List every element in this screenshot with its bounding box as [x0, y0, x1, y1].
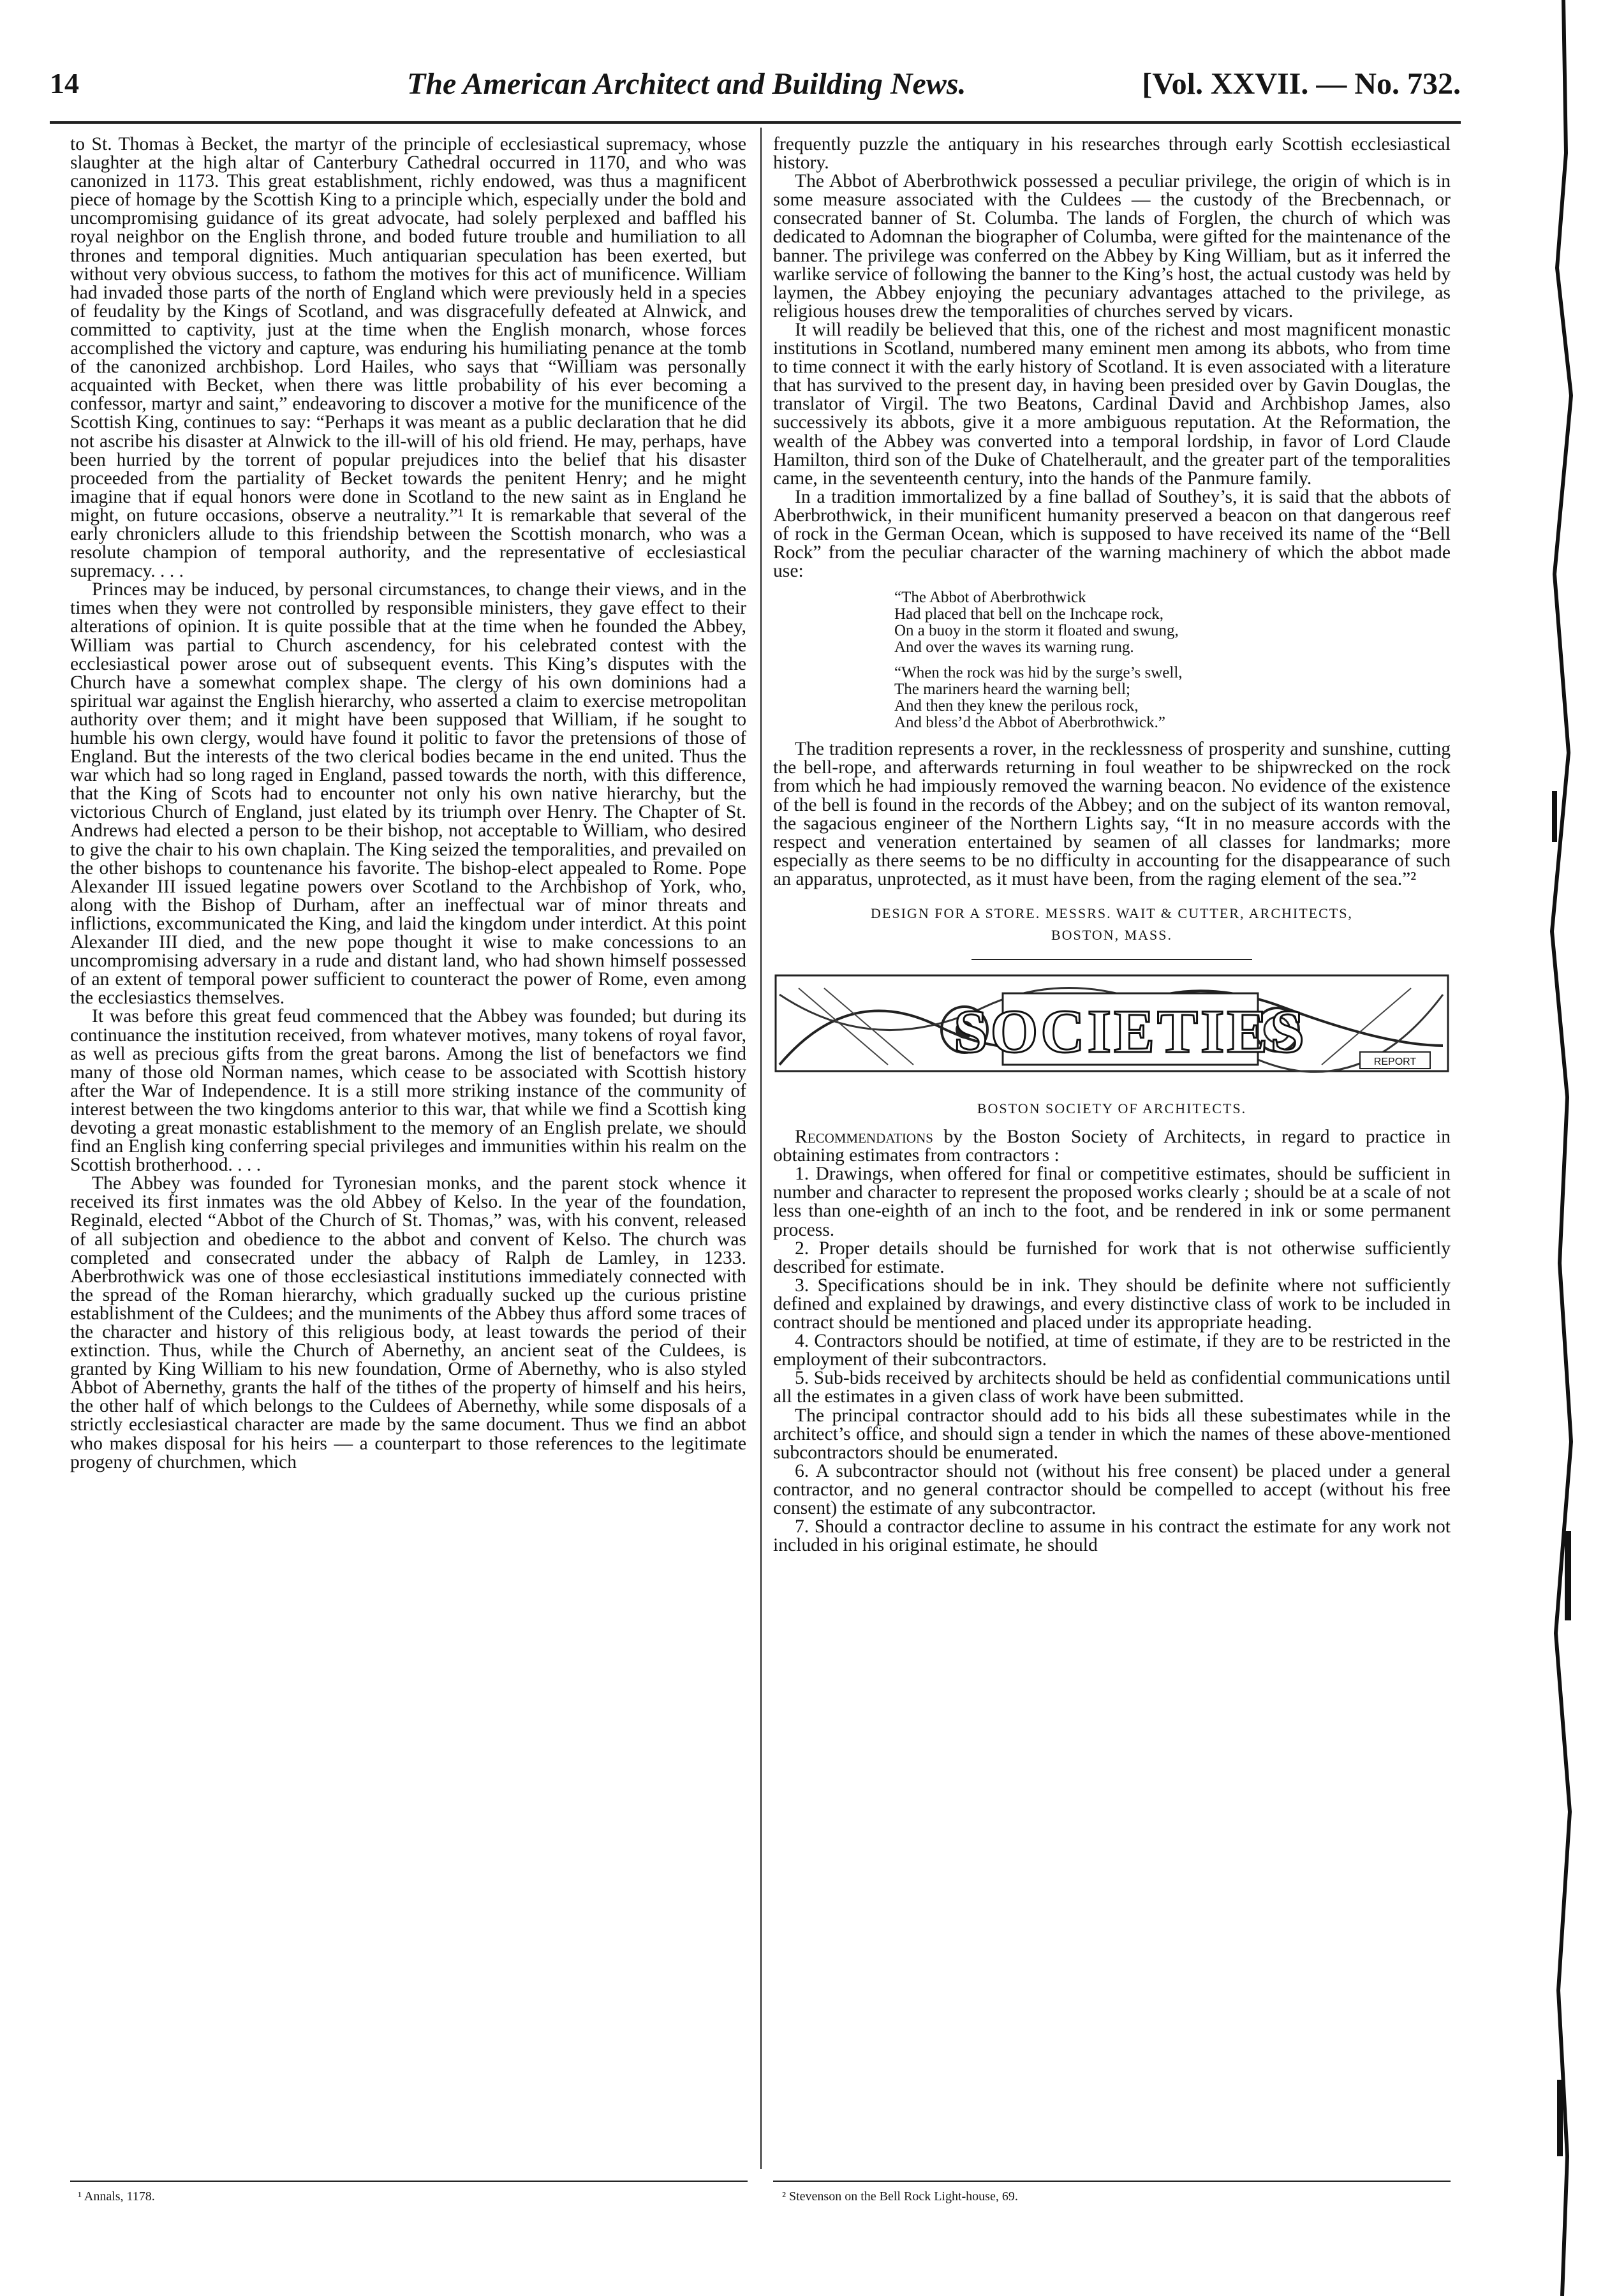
page-number: 14: [50, 67, 79, 100]
journal-title: The American Architect and Building News.: [407, 67, 966, 101]
list-item: 3. Specifications should be in ink. They should be definite where not sufficiently defined and explained by drawings, and every distinctive class of work to be included in contract should be mentioned and placed under its appropriate heading.: [773, 1275, 1451, 1333]
verse-line: On a buoy in the storm it floated and swung,: [894, 622, 1179, 640]
paragraph: The Abbey was founded for Tyronesian monks, and the parent stock whence it received its first inmates was the old Abbey of Kelso. In the year of the foundation, Reginald, elected “Abbot of the Church of St. Thomas,” was, with his convent, released of all subjection and obedience to the abbot and convent of Kelso. The church was completed and consecrated under the abbacy of Ralph de Lamley, in 1233. Aberbrothwick was one of those ecclesiastical institutions immediately connected with the spread of the Roman hierarchy, which gradually sucked up the curious pristine establishment of the Culdees; and the muniments of the Abbey thus afford some traces of the character and history of this religious body, at least towards the period of their extinction. Thus, while the Church of Abernethy, an ancient seat of the Culdees, is granted by King William to his new foundation, Orme of Abernethy, who is also styled Abbot of Abernethy, grants the half of the tithes of the property of himself and his heirs, the other half of which belongs to the Culdees of Abernethy, while some disposals of a strictly ecclesiastical character are made by the same document. Thus we find an abbot who makes disposal for his heirs — a counterpart to those references to the legitimate progeny of churchmen, which: [70, 1173, 746, 1472]
recommendations-intro: [773, 1128, 1451, 1165]
footnote-right: ² Stevenson on the Bell Rock Light-house, 69.: [782, 2189, 1018, 2203]
scanned-page-edge: [1526, 0, 1603, 2296]
header-rule: [50, 121, 1461, 124]
banner-title: SOCIETIES: [954, 997, 1307, 1065]
ballad-verse: [894, 589, 1451, 731]
paragraph: frequently puzzle the antiquary in his researches through early Scottish ecclesiastical history.: [773, 134, 1451, 174]
footnote-left: ¹ Annals, 1178.: [78, 2189, 155, 2203]
column-divider: [760, 128, 762, 2169]
list-item: 2. Proper details should be furnished for work that is not otherwise sufficiently described for estimate.: [773, 1238, 1451, 1277]
list-item: 1. Drawings, when offered for final or competitive estimates, should be sufficient in number and character to represent the proposed works clearly ; should be at a scale of not less than one-eighth of an inch to the foot, and be rendered in ink or some permanent process.: [773, 1164, 1451, 1240]
right-column: [773, 135, 1451, 1555]
verse-line: And then they knew the perilous rock,: [894, 697, 1139, 715]
recommendations-lead: Recommendations: [795, 1127, 933, 1148]
paragraph: The Abbot of Aberbrothwick possessed a peculiar privilege, the origin of which is in some measure associated with the Culdees — the custody of the Brecbennach, or consecrated banner of St. Columba. The lands of Forglen, the church of which was dedicated to Adomnan the biographer of Columba, were gifted for the maintenance of the banner. The privilege was conferred on the Abbey by King William, but as it inferred the warlike service of following the banner to the King’s host, the actual custody was held by laymen, the Abbey enjoying the pecuniary advantages attached to the privilege, as religious houses drew the temporalities of churches served by vicars.: [773, 171, 1451, 322]
paragraph: The tradition represents a rover, in the recklessness of prosperity and sunshine, cutting the bell-rope, and afterwards returning in foul weather to be shipwrecked on the rock from which he had impiously removed the warning beacon. No evidence of the existence of the bell is found in the records of the Abbey; and on the subject of its wanton removal, the sagacious engineer of the Northern Lights say, “It in no measure accords with the respect and veneration entertained by seamen of all classes for landmarks; more especially as there seems to be no difficulty in accounting for the disappearance of such an apparatus, unprotected, as it must have been, from the raging element of the sea.”²: [773, 739, 1451, 889]
list-item: 5. Sub-bids received by architects should be held as confidential communications until all the estimates in a given class of work have been submitted.: [773, 1368, 1451, 1407]
verse-line: The mariners heard the warning bell;: [894, 681, 1130, 699]
verse-line: Had placed that bell on the Inchcape rock,: [894, 605, 1164, 623]
verse-line: “When the rock was hid by the surge’s swell,: [894, 664, 1183, 682]
paragraph: In a tradition immortalized by a fine ballad of Southey’s, it is said that the abbots of Aberbrothwick, in their munificent humanity preserved a beacon on that dangerous reef of rock in the German Ocean, which is supposed to have received its name of the “Bell Rock” from the peculiar character of the warning machinery of which the abbot made use:: [773, 486, 1451, 582]
list-item: 6. A subcontractor should not (without his free consent) be placed under a general contractor, and no general contractor should be compelled to accept (without his free consent) the estimate of any subcontractor.: [773, 1460, 1451, 1518]
list-item: 4. Contractors should be notified, at time of estimate, if they are to be restricted in the employment of their subcontractors.: [773, 1331, 1451, 1370]
societies-banner-art: [773, 969, 1451, 1090]
verse-line: And over the waves its warning rung.: [894, 639, 1134, 656]
left-column: [70, 135, 746, 1472]
page-header: [50, 66, 1461, 108]
paragraph: Princes may be induced, by personal circumstances, to change their views, and in the times when they were not controlled by responsible ministers, they gave effect to their alterations of opinion. It is quite possible that at the time when he founded the Abbey, William was partial to Church ascendency, for his celebrated contest with the ecclesiastical power arose out of subsequent events. This King’s disputes with the Church have a somewhat complex shape. The clergy of his own dominions had a spiritual war against the English hierarchy, who asserted a claim to exercise metropolitan authority over them; and it might have been supposed that William, if he sought to humble his own clergy, would have found it politic to favor the pretensions of those of England. But the interests of the two clerical bodies became in the end united. Thus the war which had so long raged in England, passed towards the north, with this difference, that the King of Scots had to encounter not only his own native hierarchy, but the victorious Church of England, just elated by its triumph over Henry. The Chapter of St. Andrews had elected a person to be their bishop, not acceptable to William, who desired to give the chair to his own chaplain. The King seized the temporalities, and prevailed on the other bishops to countenance his favorite. The bishop-elect appealed to Rome. Pope Alexander III issued legatine powers over Scotland to the Archbishop of York, who, along with the Bishop of Durham, after an ineffectual war of minor threats and inflictions, excommunicated the King, and laid the kingdom under interdict. At this point Alexander III died, and the new pope thought it wise to make concessions to an uncompromising adversary in a rude and distant land, who had shown himself possessed of an extent of temporal power sufficient to counteract the power of Rome, even among the ecclesiastics themselves.: [70, 579, 746, 1009]
footnote-rule-right: [773, 2181, 1451, 2182]
volume-number: [Vol. XXVII. — No. 732.: [1142, 67, 1461, 101]
caption-rule: [971, 959, 1252, 960]
societies-banner: [773, 969, 1451, 1090]
paragraph: It will readily be believed that this, one of the richest and most magnificent monastic institutions in Scotland, numbered many eminent men among its abbots, who from time to time connect it with the early history of Scotland. It is even associated with a literature that has survived to the present day, in having been presided over by Gavin Douglas, the translator of Virgil. The two Beatons, Cardinal David and Archbishop James, also successively its abbots, give it a more ambiguous reputation. At the Reformation, the wealth of the Abbey was converted into a temporal lordship, in favor of Lord Claude Hamilton, third son of the Duke of Chatelherault, and the greater part of the temporalities came, in the seventeenth century, into the hands of the Panmure family.: [773, 319, 1451, 489]
recommendations-rest: by the Boston Society of Architects, in regard to practice in obtaining estimates from contractors :: [773, 1127, 1451, 1166]
paragraph: It was before this great feud commenced that the Abbey was founded; but during its continuance the institution received, from whatever motives, many tokens of royal favor, as well as precious gifts from the great barons. Among the list of benefactors we find many of those old Norman names, which cease to be associated with Scottish history after the War of Independence. It is a still more striking instance of the community of interest between the two kingdoms anterior to this war, that while we find a Scottish king devoting a great monastic establishment to the memory of an English prelate, we should find an English king conferring special privileges and immunities within his realm on the Scottish brotherhood. . . .: [70, 1006, 746, 1176]
caption-line: DESIGN FOR A STORE. MESSRS. WAIT & CUTTER, ARCHITECTS,: [871, 905, 1353, 921]
illustration-caption: [773, 903, 1451, 946]
list-item: 7. Should a contractor decline to assume in his contract the estimate for any work not included in his original estimate, he should: [773, 1516, 1451, 1556]
caption-line: BOSTON, MASS.: [1051, 927, 1173, 943]
verse-line: And bless’d the Abbot of Aberbrothwick.”: [894, 714, 1165, 732]
verse-line: “The Abbot of Aberbrothwick: [894, 589, 1086, 607]
list-item: The principal contractor should add to his bids all these subestimates while in the architect’s office, and should sign a tender in which the names of these above-mentioned subcontractors should be enumerated.: [773, 1405, 1451, 1463]
section-title: BOSTON SOCIETY OF ARCHITECTS.: [977, 1100, 1247, 1116]
paragraph: to St. Thomas à Becket, the martyr of the principle of ecclesiastical supremacy, whose slaughter at the high altar of Canterbury Cathedral occurred in 1170, and who was canonized in 1173. This great establishment, richly endowed, was thus a magnificent piece of homage by the Scottish King to a principle which, especially under the bold and uncompromising guidance of its great advocate, had solely perplexed and baffled his royal neighbor on the English throne, and boded future trouble and humiliation to all thrones and temporal dignities. Much antiquarian speculation has been exerted, but without very obvious success, to fathom the motives for this act of munificence. William had invaded those parts of the north of England which were previously held in a species of feudality by the Kings of Scotland, and was disgracefully defeated at Alnwick, and committed to captivity, just at the time when the English monarch, whose forces accomplished the victory and capture, was enduring his humiliating penance at the tomb of the canonized archbishop. Lord Hailes, who says that “William was personally acquainted with Becket, when there was little probability of his ever becoming a confessor, martyr and saint,” endeavoring to discover a motive for the munificence of the Scottish King, continues to say: “Perhaps it was meant as a public declaration that he did not ascribe his disaster at Alnwick to the ill-will of his old friend. He may, perhaps, have been hurried by the torrent of popular prejudices into the belief that his disaster proceeded from the partiality of Becket towards the penitent Henry; and he might imagine that if equal honors were done in Scotland to the new saint as in England he might, on future occasions, observe a neutrality.”¹ It is remarkable that several of the early chroniclers allude to this friendship between the Scottish monarch, who was a resolute champion of temporal authority, and the representative of ecclesiastical supremacy. . . .: [70, 134, 746, 582]
footnote-rule-left: [70, 2181, 748, 2182]
banner-report-label: REPORT: [1373, 1056, 1417, 1067]
